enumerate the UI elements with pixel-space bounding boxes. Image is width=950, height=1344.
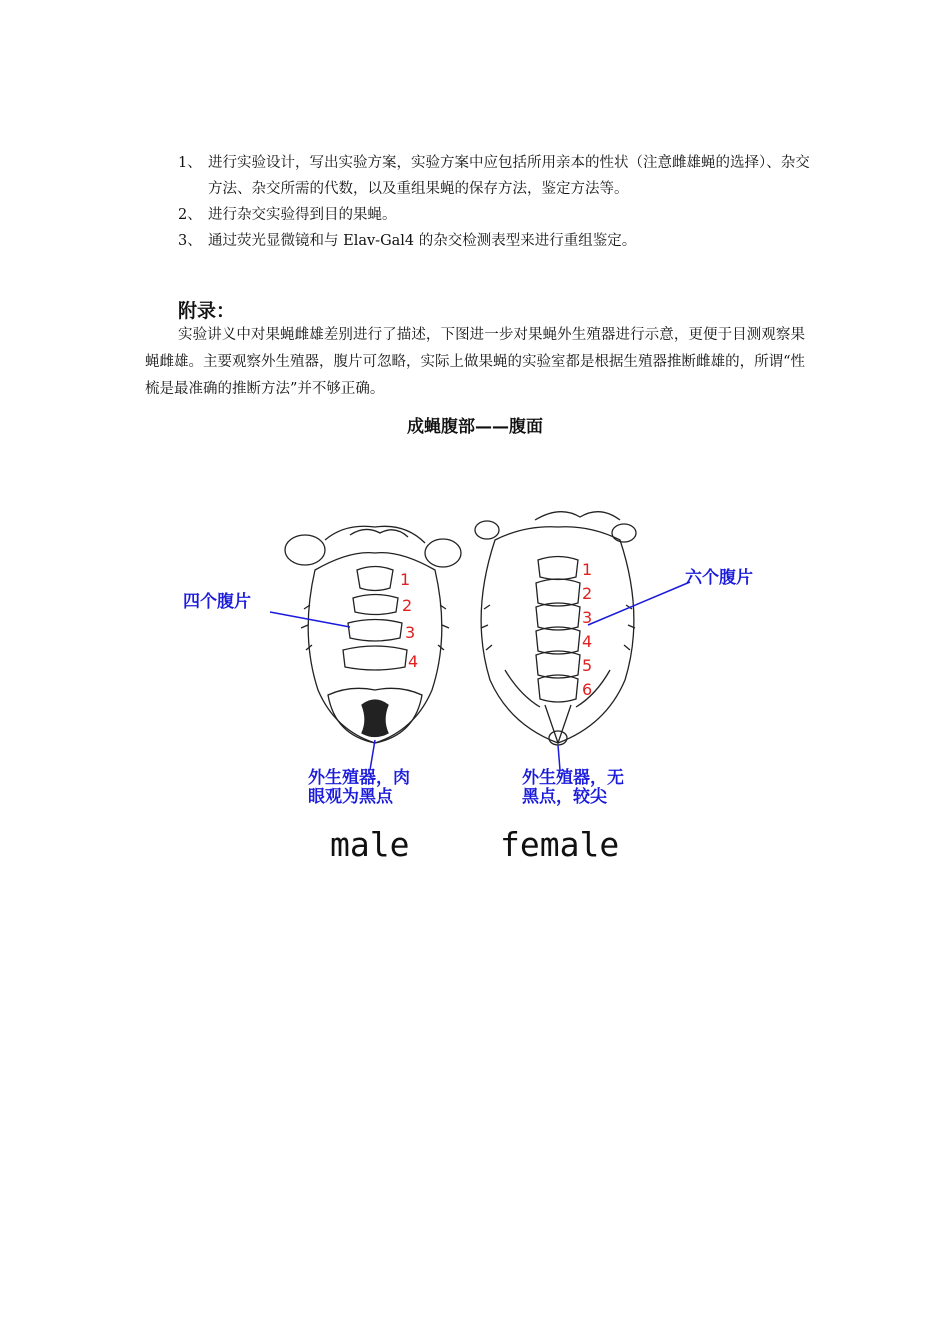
male-plates-pointer xyxy=(270,612,350,627)
female-genital-line1: 外生殖器，无 xyxy=(522,768,624,788)
male-genital-line2: 眼观为黑点 xyxy=(308,787,393,807)
fly-drawing xyxy=(150,495,800,875)
male-num-4: 4 xyxy=(408,652,419,671)
female-num-6: 6 xyxy=(582,680,593,699)
male-plates-label: 四个腹片 xyxy=(183,592,251,612)
female-num-1: 1 xyxy=(582,560,593,579)
male-plate-3 xyxy=(348,620,402,642)
male-right-wing-stub xyxy=(425,539,461,567)
female-genital-pointer xyxy=(558,745,560,770)
male-plate-1 xyxy=(357,567,393,591)
list-number: 3、 xyxy=(178,233,202,249)
procedure-list xyxy=(178,150,818,254)
list-item xyxy=(178,228,818,254)
female-num-3: 3 xyxy=(582,608,593,627)
female-plate-6 xyxy=(538,675,578,702)
male-genital-pointer xyxy=(370,740,375,770)
figure-title: 成蝇腹部——腹面 xyxy=(407,417,543,437)
male-plate-4 xyxy=(343,646,407,670)
list-text: 进行杂交实验得到目的果蝇。 xyxy=(208,207,397,223)
male-plate-2 xyxy=(353,595,398,615)
male-num-1: 1 xyxy=(400,570,411,589)
male-genital-line1: 外生殖器，肉 xyxy=(308,768,410,788)
female-plates-pointer xyxy=(588,582,690,625)
fly-abdomen-figure xyxy=(150,495,800,875)
female-num-5: 5 xyxy=(582,656,593,675)
male-fly-illustration xyxy=(285,526,461,743)
list-number: 2、 xyxy=(178,207,202,223)
male-caption: male xyxy=(330,825,410,864)
list-item xyxy=(178,202,818,228)
male-genital-label xyxy=(308,769,410,807)
female-plate-5 xyxy=(536,651,580,678)
list-number: 1、 xyxy=(178,155,202,171)
female-caption: female xyxy=(500,825,620,864)
appendix-heading: 附录： xyxy=(178,300,236,322)
male-num-3: 3 xyxy=(405,623,416,642)
male-thorax xyxy=(325,526,425,543)
female-plates-label: 六个腹片 xyxy=(685,568,753,588)
pointer-lines xyxy=(270,582,690,770)
male-genital-dark xyxy=(362,700,388,737)
list-text: 进行实验设计，写出实验方案，实验方案中应包括所用亲本的性状（注意雌雄蝇的选择）、杂交方法、杂交所需的代数，以及重组果蝇的保存方法，鉴定方法等。 xyxy=(208,155,810,197)
male-num-2: 2 xyxy=(402,596,413,615)
appendix-paragraph: 实验讲义中对果蝇雌雄差别进行了描述，下图进一步对果蝇外生殖器进行示意，更便于目测观察果蝇雌雄。主要观察外生殖器，腹片可忽略，实际上做果蝇的实验室都是根据生殖器推断雌雄的，所谓“性梳是最准确的推断方法”并不够正确。 xyxy=(145,327,805,397)
female-abdomen-outline xyxy=(481,527,634,743)
female-num-4: 4 xyxy=(582,632,593,651)
female-num-2: 2 xyxy=(582,584,593,603)
female-thorax xyxy=(535,512,620,520)
list-item xyxy=(178,150,818,202)
female-plate-2 xyxy=(536,579,580,606)
female-plate-4 xyxy=(536,627,580,654)
female-left-wing-stub xyxy=(475,521,499,539)
list-text: 通过荧光显微镜和与 Elav-Gal4 的杂交检测表型来进行重组鉴定。 xyxy=(208,233,637,249)
female-plate-1 xyxy=(538,557,578,580)
female-genital-label xyxy=(522,769,624,807)
female-right-wing-stub xyxy=(612,524,636,542)
female-genital-line2: 黑点，较尖 xyxy=(522,787,607,807)
female-fly-illustration xyxy=(475,512,636,745)
female-plate-3 xyxy=(536,603,580,630)
male-left-wing-stub xyxy=(285,535,325,565)
